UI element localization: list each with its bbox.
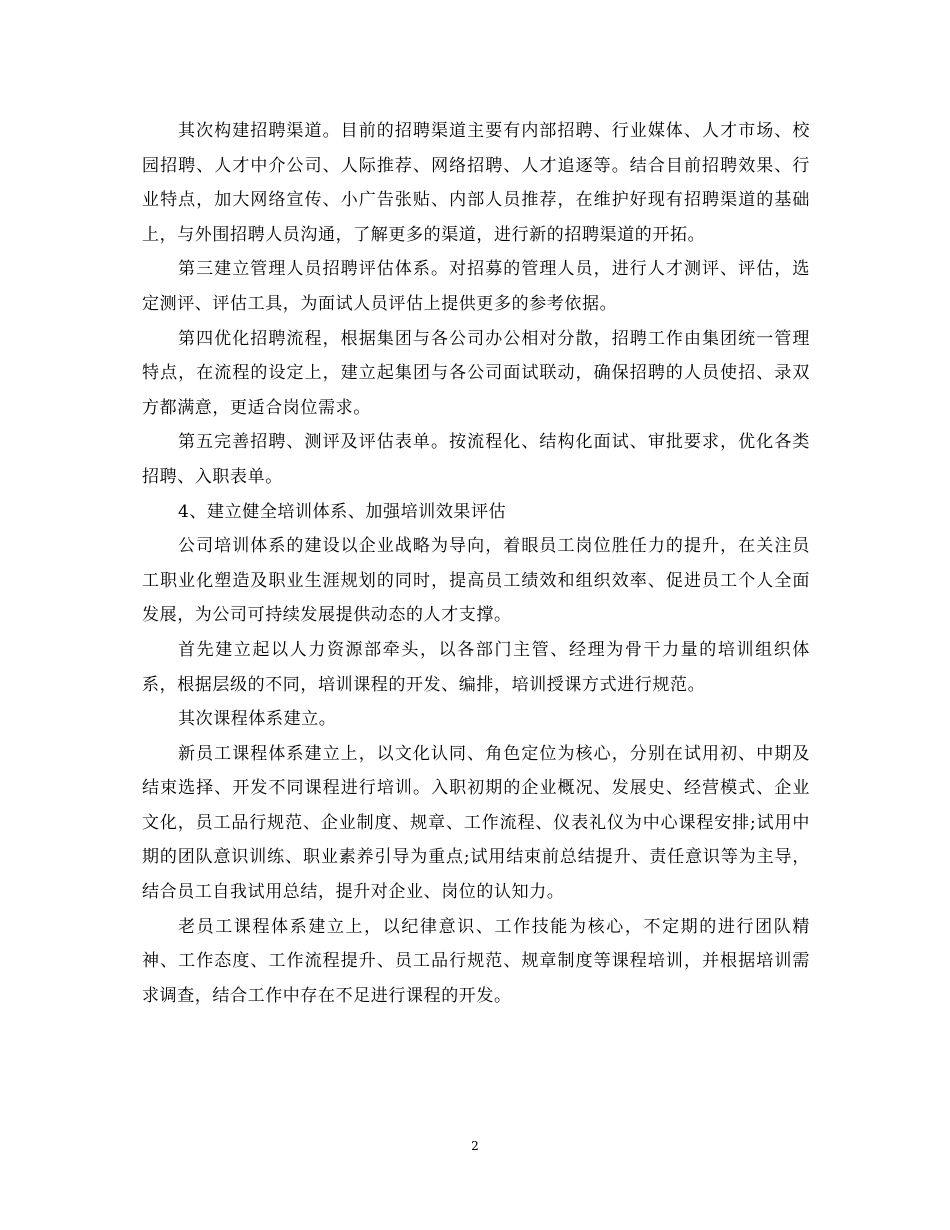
paragraph-veteran-employee-courses: 老员工课程体系建立上，以纪律意识、工作技能为核心，不定期的进行团队精神、工作态度、工作流程提升、员工品行规范、规章制度等课程培训，并根据培训需求调查，结合工作中存在不足进行课程的开发。 [142,916,810,1006]
paragraph-recruitment-process: 第四优化招聘流程，根据集团与各公司办公相对分散，招聘工作由集团统一管理特点，在流程的设定上，建立起集团与各公司面试联动，确保招聘的人员使招、录双方都满意，更适合岗位需求。 [142,328,810,418]
paragraph-training-organization: 首先建立起以人力资源部牵头，以各部门主管、经理为骨干力量的培训组织体系，根据层级的不同，培训课程的开发、编排，培训授课方式进行规范。 [142,639,810,695]
paragraph-recruitment-channels: 其次构建招聘渠道。目前的招聘渠道主要有内部招聘、行业媒体、人才市场、校园招聘、人才中介公司、人际推荐、网络招聘、人才追逐等。结合目前招聘效果、行业特点，加大网络宣传、小广告张贴、内部人员推荐，在维护好现有招聘渠道的基础上，与外围招聘人员沟通，了解更多的渠道，进行新的招聘渠道的开拓。 [142,121,810,245]
paragraph-course-system: 其次课程体系建立。 [178,709,337,730]
section-heading-training: 4、建立健全培训体系、加强培训效果评估 [178,501,507,522]
page-number: 2 [471,1139,479,1153]
paragraph-training-system: 公司培训体系的建设以企业战略为导向，着眼员工岗位胜任力的提升，在关注员工职业化塑造及职业生涯规划的同时，提高员工绩效和组织效率、促进员工个人全面发展，为公司可持续发展提供动态的人才支撑。 [142,536,810,626]
paragraph-forms: 第五完善招聘、测评及评估表单。按流程化、结构化面试、审批要求，优化各类招聘、入职表单。 [142,432,810,487]
document-body [142,114,810,1013]
paragraph-new-employee-courses: 新员工课程体系建立上，以文化认同、角色定位为核心，分别在试用初、中期及结束选择、开发不同课程进行培训。入职初期的企业概况、发展史、经营模式、企业文化，员工品行规范、企业制度、规章、工作流程、仪表礼仪为中心课程安排;试用中期的团队意识训练、职业素养引导为重点;试用结束前总结提升、责任意识等为主导，结合员工自我试用总结，提升对企业、岗位的认知力。 [142,743,810,903]
paragraph-evaluation-system: 第三建立管理人员招聘评估体系。对招募的管理人员，进行人才测评、评估，选定测评、评估工具，为面试人员评估上提供更多的参考依据。 [142,259,810,314]
